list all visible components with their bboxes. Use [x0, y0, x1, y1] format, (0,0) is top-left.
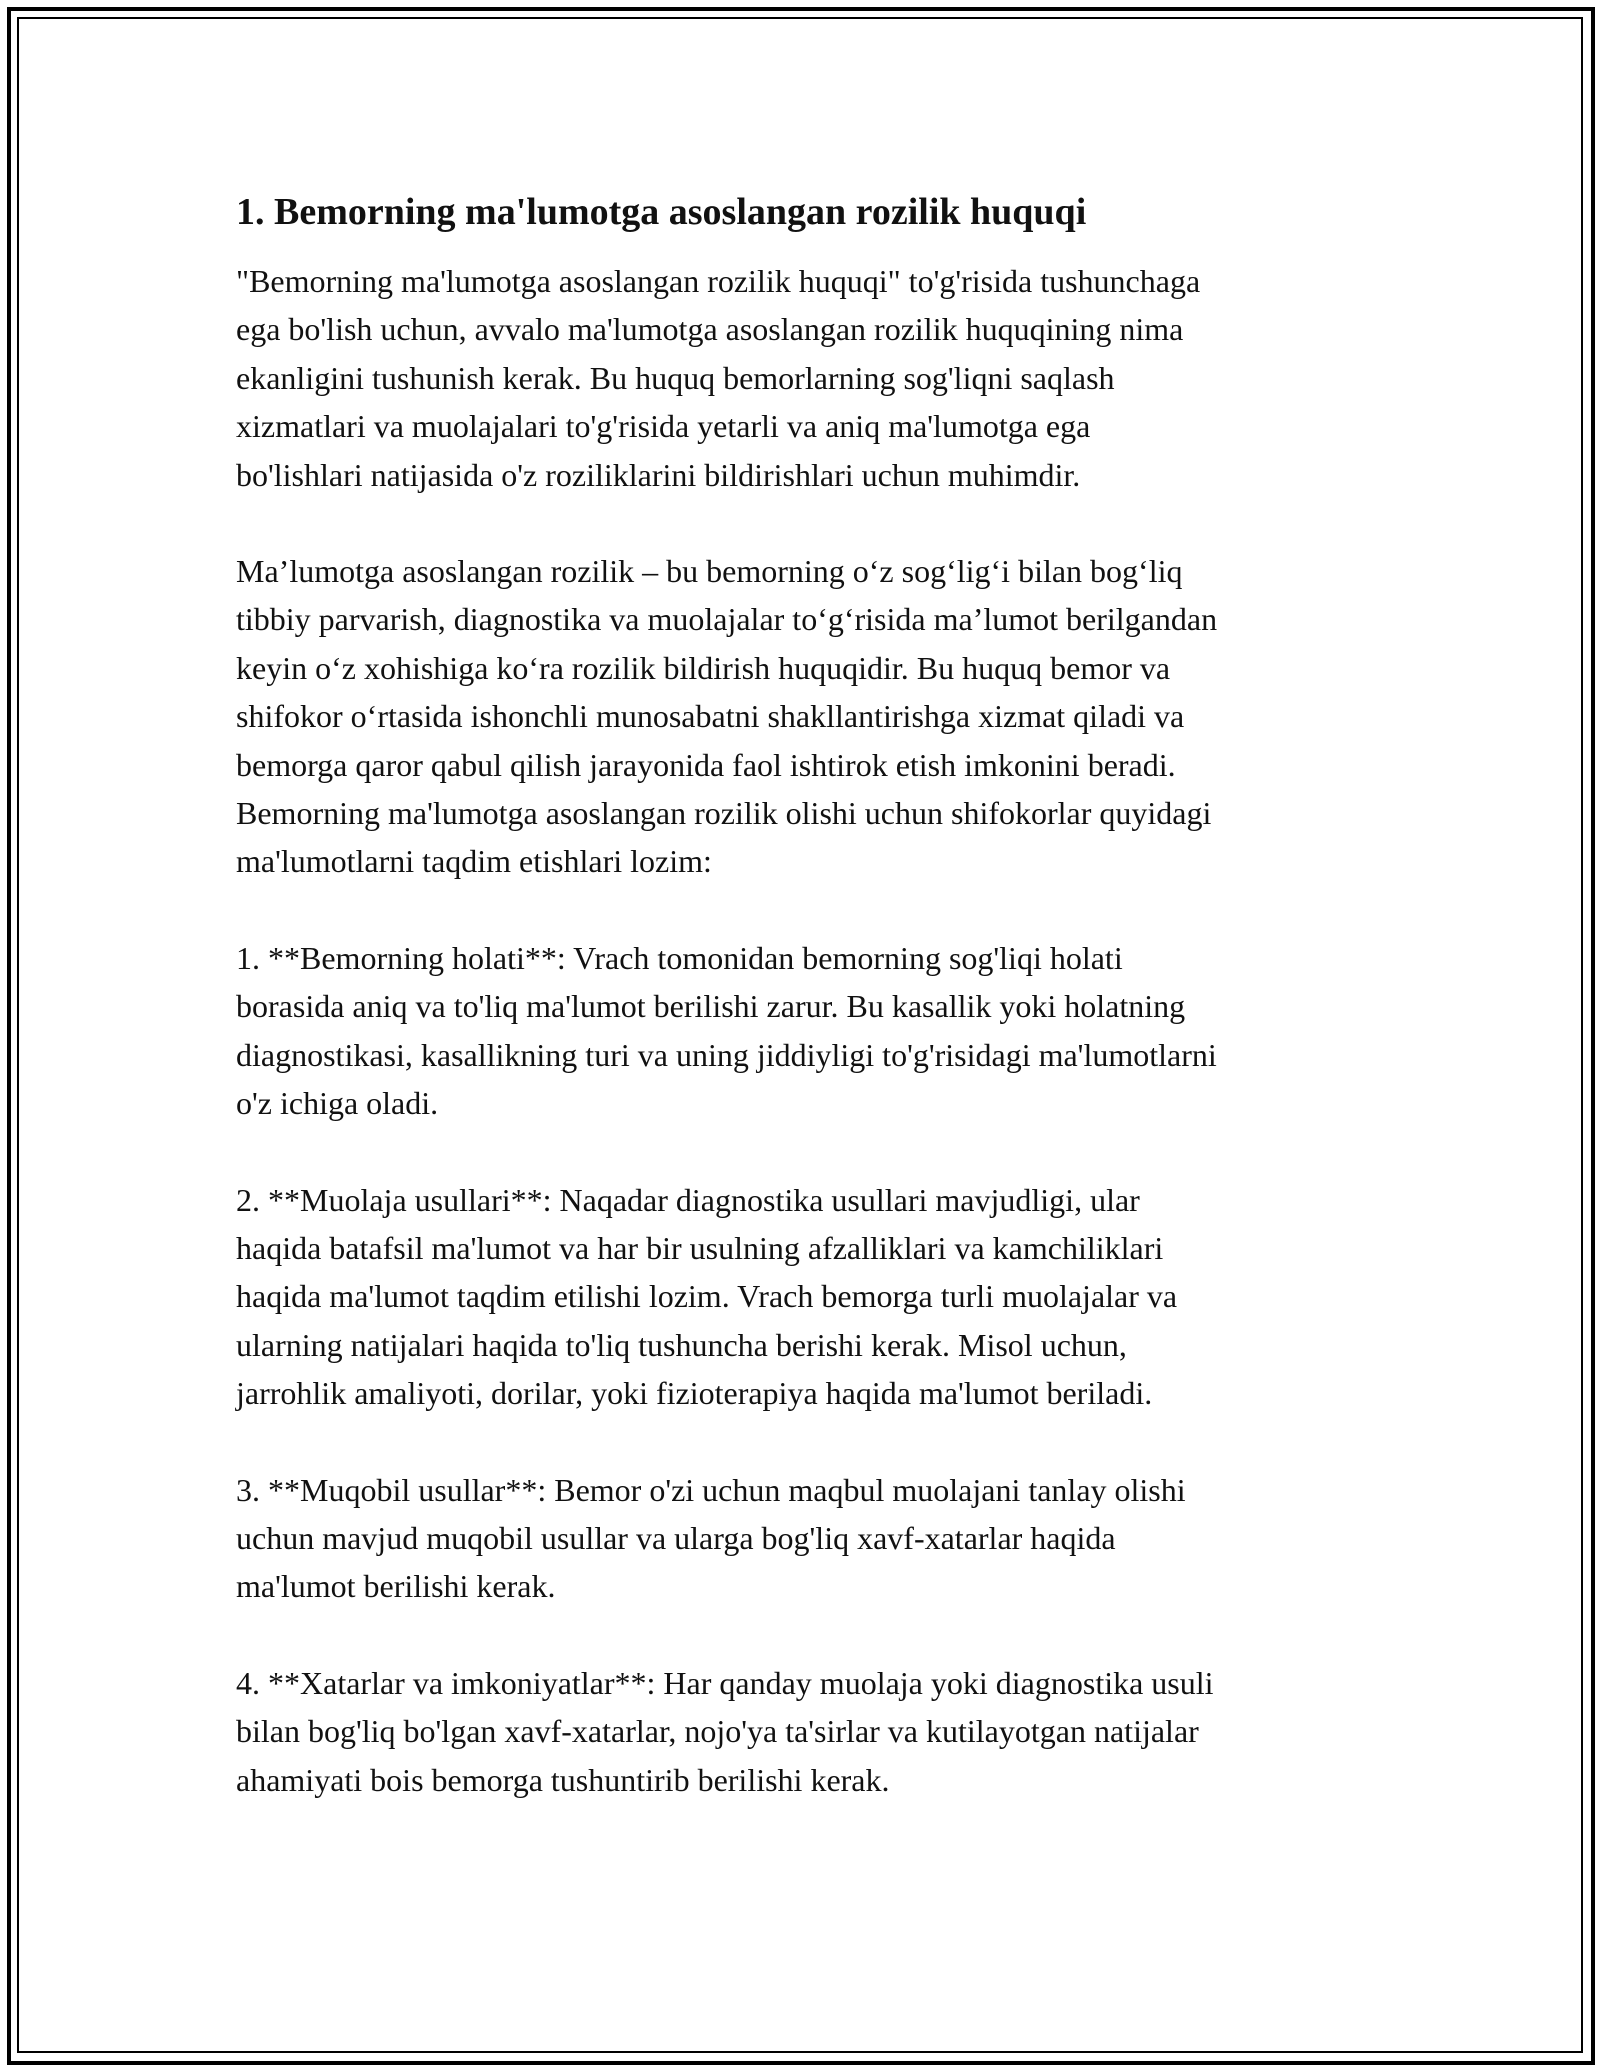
list-item-alternative-methods: 3. **Muqobil usullar**: Bemor o'zi uchun maqbul muolajani tanlay olishi uchun mavjud muqobil usullar va ularga bog'liq xavf-xatarlar haqida ma'lumot berilishi kerak.: [236, 1471, 1186, 1605]
paragraph-intro: "Bemorning ma'lumotga asoslangan rozilik huquqi" to'g'risida tushunchaga ega bo'lish uchun, avvalo ma'lumotga asoslangan rozilik huquqining nima ekanligini tushunish kerak. Bu huquq bemorlarning sog'liqni saqlash xizmatlari va muolajalari to'g'risida yetarli va aniq ma'lumotga ega bo'lishlari natijasida o'z roziliklarini bildirishlari uchun muhimdir.: [236, 263, 1201, 493]
list-item-treatment-methods: 2. **Muolaja usullari**: Naqadar diagnostika usullari mavjudligi, ular haqida batafsil ma'lumot va har bir usulning afzalliklari va kamchiliklari haqida ma'lumot taqdim etilishi lozim. Vrach bemorga turli muolajalar va ularning natijalari haqida to'liq tushuncha berishi kerak. Misol uchun, jarrohlik amaliyoti, dorilar, yoki fizioterapiya haqida ma'lumot beriladi.: [236, 1181, 1178, 1412]
section-heading: 1. Bemorning ma'lumotga asoslangan rozilik huquqi: [236, 191, 1087, 233]
list-item-patient-condition: 1. **Bemorning holati**: Vrach tomonidan bemorning sog'liqi holati borasida aniq va to'liq ma'lumot berilishi zarur. Bu kasallik yoki holatning diagnostikasi, kasallikning turi va uning jiddiyligi to'g'risidagi ma'lumotlarni o'z ichiga oladi.: [236, 939, 1217, 1122]
paragraph-definition: Ma’lumotga asoslangan rozilik – bu bemorning o‘z sog‘lig‘i bilan bog‘liq tibbiy parvarish, diagnostika va muolajalar to‘g‘risida ma’lumot berilgandan keyin o‘z xohishiga ko‘ra rozilik bildirish huquqidir. Bu huquq bemor va shifokor o‘rtasida ishonchli munosabatni shakllantirishga xizmat qiladi va bemorga qaror qabul qilish jarayonida faol ishtirok etish imkonini beradi. Bemorning ma'lumotga asoslangan rozilik olishi uchun shifokorlar quyidagi ma'lumotlarni taqdim etishlari lozim:: [236, 553, 1218, 880]
document-body: [236, 186, 1371, 1852]
list-item-risks-and-opportunities: 4. **Xatarlar va imkoniyatlar**: Har qanday muolaja yoki diagnostika usuli bilan bog'liq bo'lgan xavf-xatarlar, nojo'ya ta'sirlar va kutilayotgan natijalar ahamiyati bois bemorga tushuntirib berilishi kerak.: [236, 1664, 1214, 1798]
